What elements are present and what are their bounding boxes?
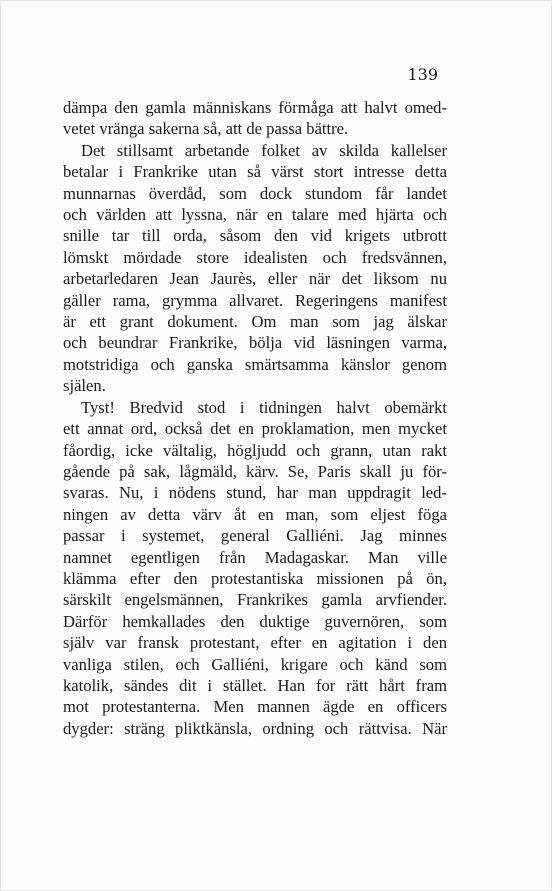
text-line: dämpa den gamla människans förmåga att halvt omed-	[63, 98, 447, 117]
text-line: vetet vränga sakerna så, att de passa bättre.	[63, 119, 349, 139]
text-line: dygder: sträng pliktkänsla, ordning och rättvisa. När	[63, 718, 447, 738]
page-number: 139	[407, 65, 438, 84]
text-line: katolik, sändes dit i stället. Han for rätt hårt fram	[63, 675, 447, 695]
text-line: snille tar till orda, såsom den vid krigets utbrott	[63, 226, 447, 246]
text-line: ningen av detta värv åt en man, som eljest föga	[63, 504, 447, 524]
body-text	[63, 97, 447, 739]
text-line: klämma efter den protestantiska missionen på ön,	[63, 568, 447, 588]
text-line: betalar i Frankrike utan så värst stort intresse detta	[63, 162, 447, 182]
text-line: Det stillsamt arbetande folket av skilda kallelser	[81, 140, 447, 160]
text-line: själen.	[63, 376, 106, 396]
text-line: själv var fransk protestant, efter en agitation i den	[63, 633, 447, 653]
text-line: fåordig, icke vältalig, högljudd och grann, utan rakt	[63, 440, 447, 460]
text-line: gäller rama, grymma allvaret. Regeringens manifest	[63, 290, 447, 310]
text-line: Därför hemkallades den duktige guvernören, som	[63, 611, 447, 631]
text-line: ett annat ord, också det en proklamation, men mycket	[63, 419, 447, 439]
text-line: namnet egentligen från Madagaskar. Man ville	[63, 547, 447, 567]
text-line: och beundrar Frankrike, bölja vid läsningen varma,	[63, 333, 447, 353]
text-line: lömskt mördade store idealisten och fredsvännen,	[63, 247, 447, 267]
text-line: vanliga stilen, och Galliéni, krigare och känd som	[63, 654, 447, 674]
text-line: motstridiga och ganska smärtsamma känslor genom	[63, 354, 447, 374]
text-line: munnarnas överdåd, som dock stundom får landet	[63, 183, 447, 203]
text-line: gående på sak, lågmäld, kärv. Se, Paris skall ju för-	[63, 461, 447, 481]
text-line: passar i systemet, general Galliéni. Jag minnes	[63, 526, 447, 546]
text-line: och världen att lyssna, när en talare med hjärta och	[63, 205, 447, 225]
text-line: svaras. Nu, i nödens stund, har man uppdragit led-	[63, 483, 447, 503]
text-line: Tyst! Bredvid stod i tidningen halvt obemärkt	[81, 397, 447, 417]
text-line: är ett grant dokument. Om man som jag älskar	[63, 312, 447, 332]
text-line: särskilt engelsmännen, Frankrikes gamla arvfiender.	[63, 590, 447, 610]
text-line: mot protestanterna. Men mannen ägde en officers	[63, 697, 447, 717]
text-line: arbetarledaren Jean Jaurès, eller när det liksom nu	[63, 269, 447, 289]
